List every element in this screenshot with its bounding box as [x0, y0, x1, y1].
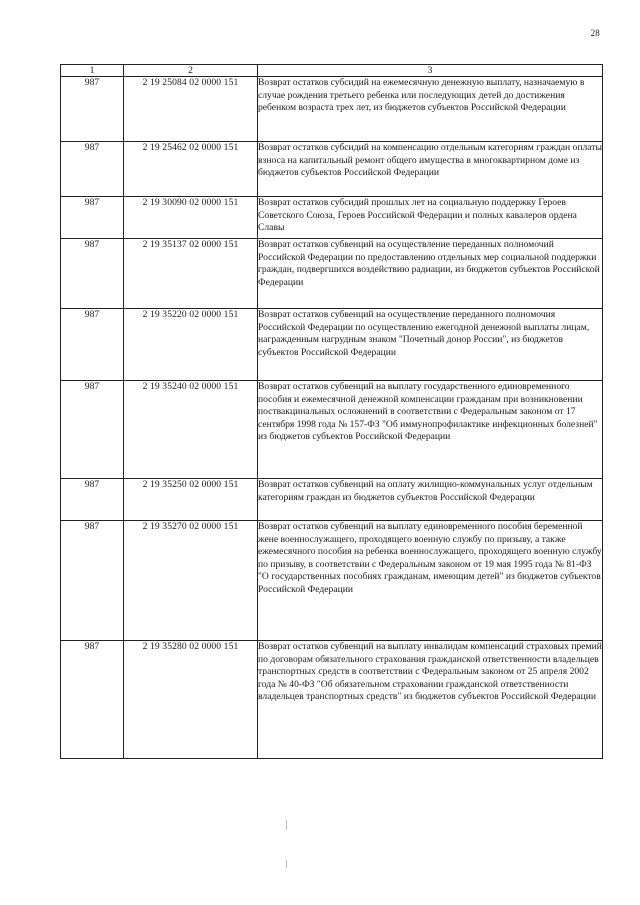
scan-artifact-line — [286, 820, 287, 830]
budget-classification-table — [60, 64, 603, 759]
table-row — [61, 197, 603, 239]
admin-code-cell: 987 — [61, 142, 124, 197]
name-cell — [258, 479, 603, 521]
name-cell — [258, 521, 603, 641]
income-name-text: Возврат остатков субсидий на ежемесячную денежную выплату, назначаемую в случае рождения третьего ребенка или последующих детей до достижения ребенком возраста трех лет, из бюджетов субъектов Российской Федерации — [258, 77, 585, 114]
column-header-name: 3 — [258, 65, 603, 77]
table-row — [61, 479, 603, 521]
name-cell — [258, 381, 603, 479]
income-name-text: Возврат остатков субвенций на выплату единовременного пособия беременной жене военнослужащего, проходящего военную службу по призыву, а также ежемесячного пособия на ребенка военнослужащего, проходящего военную службу по призыву, в соответствии с Федеральным законом от 19 мая 1995 года № 81-ФЗ "О государственных пособиях гражданам, имеющим детей" из бюджетов субъектов Российской Федерации — [258, 521, 602, 595]
kbk-cell: 2 19 35250 02 0000 151 — [124, 479, 258, 521]
name-cell — [258, 142, 603, 197]
column-header-kbk: 2 — [124, 65, 258, 77]
admin-code-cell: 987 — [61, 197, 124, 239]
income-name-text: Возврат остатков субсидий прошлых лет на социальную поддержку Героев Советского Союза, Героев Российской Федерации и полных кавалеров ордена Славы — [258, 197, 577, 234]
table-row — [61, 77, 603, 142]
column-header-admin-code: 1 — [61, 65, 124, 77]
table-row — [61, 142, 603, 197]
admin-code-cell: 987 — [61, 641, 124, 759]
kbk-cell: 2 19 30090 02 0000 151 — [124, 197, 258, 239]
name-cell — [258, 197, 603, 239]
table-row — [61, 641, 603, 759]
kbk-cell: 2 19 35137 02 0000 151 — [124, 239, 258, 309]
income-name-text: Возврат остатков субвенций на оплату жилищно-коммунальных услуг отдельным категориям граждан из бюджетов субъектов Российской Федерации — [258, 479, 593, 503]
income-name-text: Возврат остатков субсидий на компенсацию отдельным категориям граждан оплаты взноса на капитальный ремонт общего имущества в многоквартирном доме из бюджетов субъектов Российской Федерации — [258, 142, 602, 179]
admin-code-cell: 987 — [61, 239, 124, 309]
kbk-cell: 2 19 25462 02 0000 151 — [124, 142, 258, 197]
name-cell — [258, 641, 603, 759]
table-row — [61, 381, 603, 479]
kbk-cell: 2 19 25084 02 0000 151 — [124, 77, 258, 142]
table-row — [61, 239, 603, 309]
table-header-row — [61, 65, 603, 77]
income-name-text: Возврат остатков субвенций на осуществление переданных полномочий Российской Федерации по предоставлению отдельных мер социальной поддержки граждан, подвергшихся воздействию радиации, из бюджетов субъектов Российской Федерации — [258, 239, 600, 288]
kbk-cell: 2 19 35220 02 0000 151 — [124, 309, 258, 381]
admin-code-cell: 987 — [61, 521, 124, 641]
admin-code-cell: 987 — [61, 479, 124, 521]
kbk-cell: 2 19 35240 02 0000 151 — [124, 381, 258, 479]
income-name-text: Возврат остатков субвенций на выплату инвалидам компенсаций страховых премий по договорам обязательного страхования гражданской ответственности владельцев транспортных средств в соответствии с Федеральным законом от 25 апреля 2002 года № 40-ФЗ "Об обязательном страховании гражданской ответственности владельцев транспортных средств" из бюджетов субъектов Российской Федерации — [258, 641, 602, 703]
admin-code-cell: 987 — [61, 309, 124, 381]
name-cell — [258, 77, 603, 142]
kbk-cell: 2 19 35280 02 0000 151 — [124, 641, 258, 759]
name-cell — [258, 309, 603, 381]
income-name-text: Возврат остатков субвенций на выплату государственного единовременного пособия и ежемесячной денежной компенсации гражданам при возникновении поствакцинальных осложнений в соответствии с Федеральным законом от 17 сентября 1998 года № 157-ФЗ "Об иммунопрофилактике инфекционных болезней" из бюджетов субъектов Российской Федерации — [258, 381, 598, 443]
name-cell — [258, 239, 603, 309]
page-number: 28 — [590, 28, 600, 38]
admin-code-cell: 987 — [61, 381, 124, 479]
table-row — [61, 309, 603, 381]
table-row — [61, 521, 603, 641]
scan-artifact-line — [286, 860, 287, 868]
admin-code-cell: 987 — [61, 77, 124, 142]
kbk-cell: 2 19 35270 02 0000 151 — [124, 521, 258, 641]
income-name-text: Возврат остатков субвенций на осуществление переданного полномочия Российской Федерации по осуществлению ежегодной денежной выплаты лицам, награжденным нагрудным знаком "Почетный донор России", из бюджетов субъектов Российской Федерации — [258, 309, 590, 358]
